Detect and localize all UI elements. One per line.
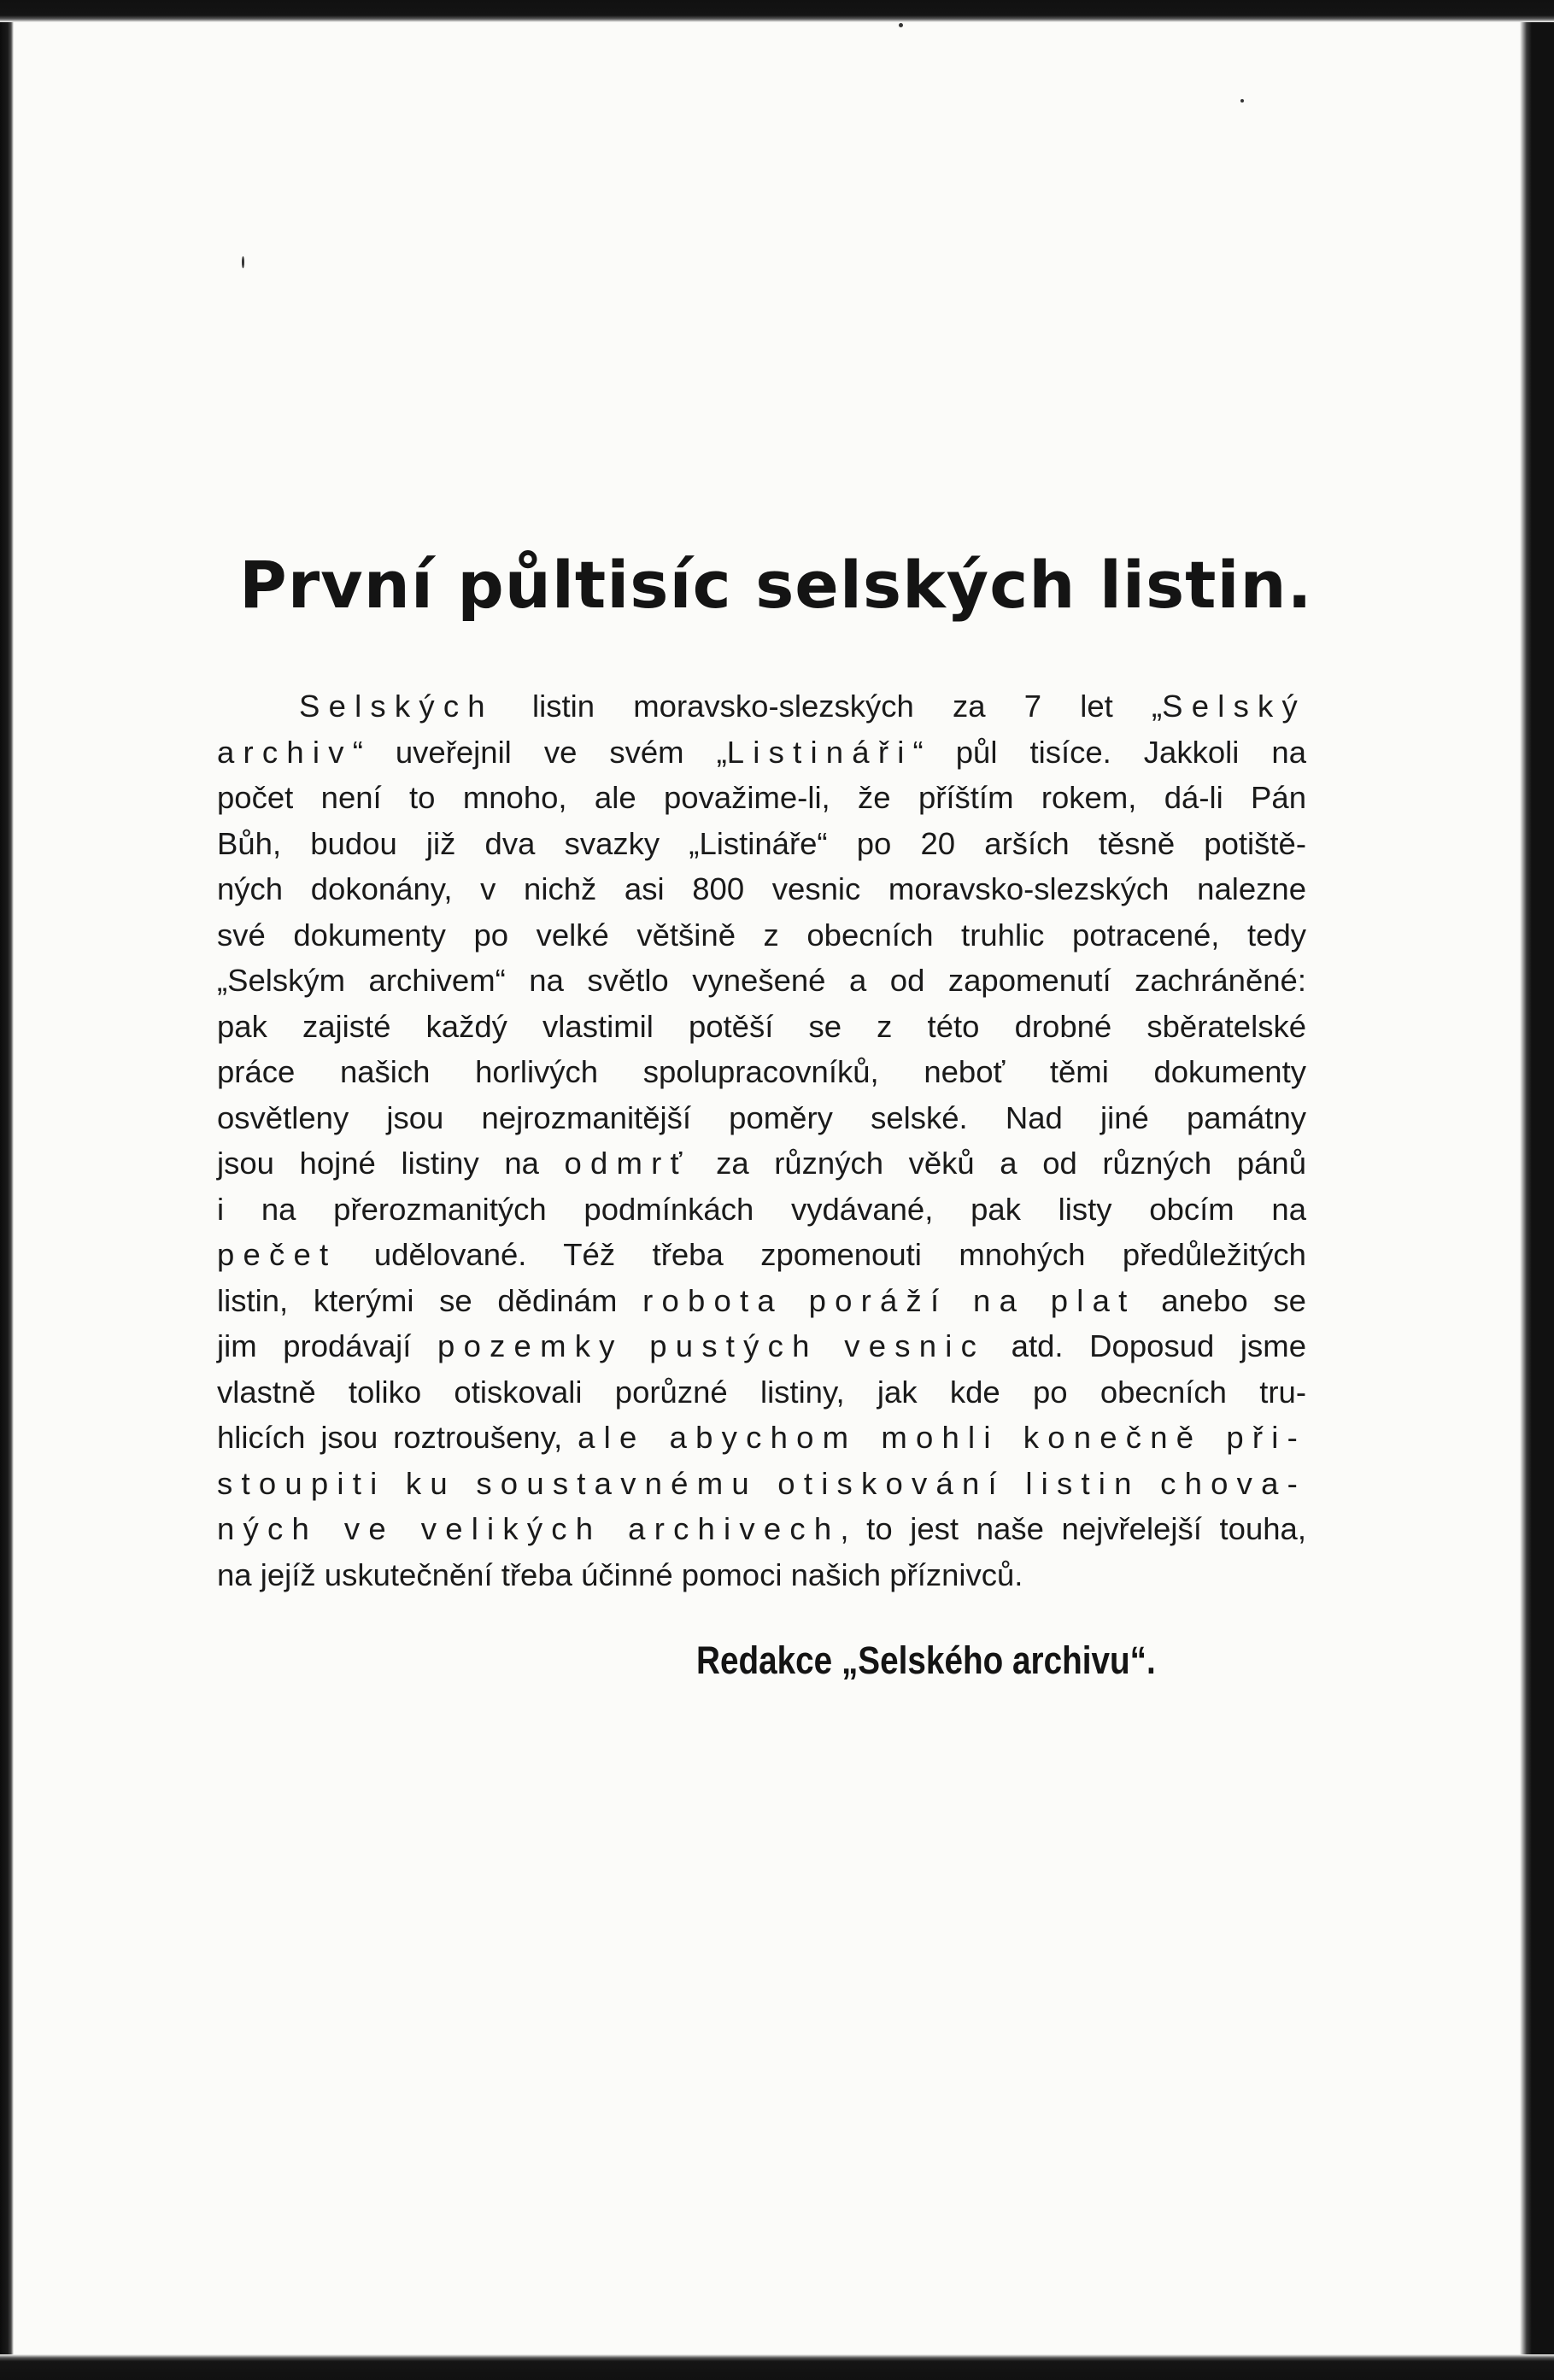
text-run: ných dokonány, v nichž asi 800 vesnic moravsko-slezských nalezne: [217, 871, 1306, 906]
text-run: za různých věků a od různých pánů: [690, 1146, 1306, 1181]
text-line: [217, 912, 1306, 958]
signature: Redakce „Selského archivu“.: [696, 1638, 1156, 1682]
text-line: [217, 1232, 1306, 1278]
text-run: [783, 1283, 809, 1318]
page-title: První půltisíc selských listin.: [239, 547, 1313, 623]
spaced-emphasis: pečet: [217, 1237, 337, 1272]
spaced-emphasis: robota: [642, 1282, 783, 1318]
text-run: udělované. Též třeba zpomenouti mnohých předůležitých: [337, 1237, 1306, 1272]
text-line: [217, 1415, 1306, 1461]
spaced-emphasis: poráží: [808, 1282, 948, 1318]
text-line: [217, 1004, 1306, 1050]
page-right-edge: [1520, 0, 1554, 2380]
text-line: [217, 1323, 1306, 1369]
text-line: [217, 1140, 1306, 1187]
text-line: [217, 730, 1306, 776]
text-run: práce našich horlivých spolupracovníků, neboť těmi dokumenty: [217, 1054, 1306, 1089]
text-line: [217, 1552, 1306, 1598]
text-line: [217, 775, 1306, 821]
spaced-emphasis: Listináři: [726, 734, 913, 770]
text-run: Bůh, budou již dva svazky „Listináře“ po 20 arších těsně potiště-: [217, 825, 1306, 861]
text-run: počet není to mnoho, ale považime-li, že příštím rokem, dá-li Pán: [217, 780, 1306, 815]
text-run: “ půl tisíce. Jakkoli na: [912, 734, 1306, 770]
text-line: [217, 866, 1306, 912]
text-run: , to jest naše nejvřelejší touha,: [840, 1511, 1306, 1546]
text-run: jsou hojné listiny na: [217, 1146, 565, 1181]
text-line: [217, 1187, 1306, 1233]
scan-speck: [1240, 99, 1244, 103]
text-run: hlicích jsou roztroušeny,: [217, 1420, 578, 1455]
spaced-emphasis: vesnic: [844, 1328, 986, 1363]
text-line: [217, 1278, 1306, 1324]
spaced-emphasis: ale abychom mohli konečně při-: [578, 1420, 1306, 1455]
text-line: [217, 958, 1306, 1004]
text-run: [624, 1328, 650, 1363]
text-run: osvětleny jsou nejrozmanitější poměry selské. Nad jiné památny: [217, 1099, 1306, 1135]
spaced-emphasis: plat: [1050, 1282, 1136, 1318]
text-line: [217, 683, 1306, 730]
spaced-emphasis: na: [973, 1282, 1026, 1318]
text-run: i na přerozmanitých podmínkách vydávané, pak listy obcím na: [217, 1191, 1306, 1227]
text-run: na jejíž uskutečnění třeba účinné pomoci našich příznivců.: [217, 1556, 1023, 1592]
scan-speck: [242, 256, 244, 268]
text-run: atd. Doposud jsme: [985, 1328, 1306, 1363]
text-run: pak zajisté každý vlastimil potěší se z této drobné sběratelské: [217, 1008, 1306, 1044]
text-run: „Selským archivem“ na světlo vynešené a od zapomenutí zachráněné:: [217, 963, 1306, 998]
spaced-emphasis: ných ve velikých archivech: [217, 1511, 841, 1546]
text-run: listin moravsko-slezských za 7 let „: [493, 689, 1163, 724]
spaced-emphasis: Selský: [1162, 689, 1306, 724]
body-paragraph: [217, 683, 1306, 1597]
text-run: jim prodávají: [217, 1328, 438, 1363]
spaced-emphasis: Selských: [299, 689, 494, 724]
text-line: [217, 1506, 1306, 1552]
text-run: [1025, 1283, 1051, 1318]
page-top-edge: [0, 0, 1554, 22]
text-line: [217, 1461, 1306, 1507]
page-bottom-edge: [0, 2354, 1554, 2380]
text-line: [217, 1095, 1306, 1141]
spaced-emphasis: archiv: [217, 734, 353, 770]
text-run: anebo se: [1135, 1282, 1306, 1318]
page-left-edge: [0, 0, 14, 2380]
spaced-emphasis: odmrť: [564, 1146, 691, 1181]
text-line: [217, 821, 1306, 867]
text-run: [818, 1328, 845, 1363]
spaced-emphasis: stoupiti ku soustavnému otiskování listin chova-: [217, 1465, 1306, 1501]
text-run: “ uveřejnil ve svém „: [352, 734, 727, 770]
text-run: vlastně toliko otiskovali porůzné listiny, jak kde po obecních tru-: [217, 1374, 1306, 1410]
text-line: [217, 1369, 1306, 1416]
spaced-emphasis: pozemky: [437, 1328, 624, 1363]
text-run: listin, kterými se dědinám: [217, 1282, 643, 1318]
text-run: [947, 1283, 973, 1318]
text-line: [217, 1049, 1306, 1095]
scan-speck: [899, 23, 903, 27]
text-run: své dokumenty po velké většině z obecních truhlic potracené, tedy: [217, 917, 1306, 953]
spaced-emphasis: pustých: [649, 1328, 818, 1363]
